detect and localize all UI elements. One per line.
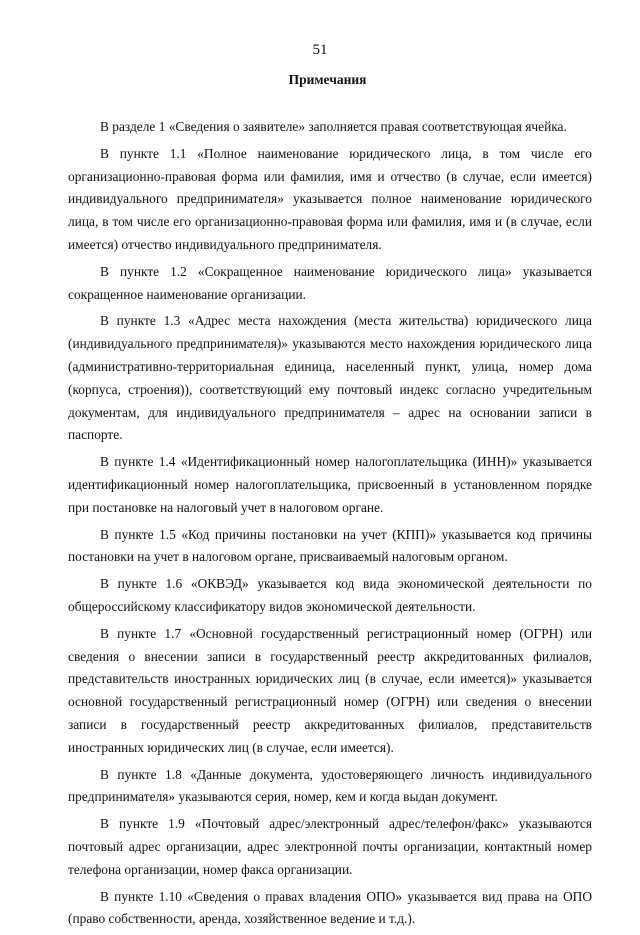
page-number: 51 bbox=[312, 42, 328, 58]
paragraph-item-1-6: В пункте 1.6 «ОКВЭД» указывается код вида экономической деятельности по общероссийскому классификатору видов экономической деятельности. bbox=[68, 576, 592, 614]
paragraph-item-1-10: В пункте 1.10 «Сведения о правах владения ОПО» указывается вид права на ОПО (право собственности, аренда, хозяйственное ведение и т.д.). bbox=[68, 888, 592, 927]
paragraph-item-1-5: В пункте 1.5 «Код причины постановки на учет (КПП)» указывается код причины постановки на учет в налоговом органе, присваиваемый налоговым органом. bbox=[68, 526, 592, 565]
notes-body bbox=[68, 116, 592, 935]
paragraph-item-1-1: В пункте 1.1 «Полное наименование юридического лица, в том числе его организационно-правовая форма или фамилия, имя и отчество (в случае, если имеется) индивидуального предпринимателя» указывается полное наименование юридического лица, в том числе его организационно-правовая форма или фамилия, имя и (в случае, если имеется) отчество индивидуального предпринимателя. bbox=[68, 145, 592, 252]
paragraph-item-1-2: В пункте 1.2 «Сокращенное наименование юридического лица» указывается сокращенное наименование организации. bbox=[68, 263, 592, 302]
paragraph-item-1-4: В пункте 1.4 «Идентификационный номер налогоплательщика (ИНН)» указывается идентификационный номер налогоплательщика, присвоенный в установленном порядке при постановке на налоговый учет в налоговом органе. bbox=[68, 454, 592, 515]
paragraph-item-1-9: В пункте 1.9 «Почтовый адрес/электронный адрес/телефон/факс» указываются почтовый адрес организации, адрес электронной почты организации, контактный номер телефона организации, номер факса организации. bbox=[68, 816, 592, 877]
section-heading: Примечания bbox=[288, 72, 367, 87]
paragraph-item-1-8: В пункте 1.8 «Данные документа, удостоверяющего личность индивидуального предпринимателя» указываются серия, номер, кем и когда выдан документ. bbox=[68, 766, 592, 805]
paragraph-section-1: В разделе 1 «Сведения о заявителе» заполняется правая соответствующая ячейка. bbox=[100, 119, 567, 134]
paragraph-item-1-7: В пункте 1.7 «Основной государственный регистрационный номер (ОГРН) или сведения о внесении записи в государственный реестр аккредитованных филиалов, представительств иностранных юридических лиц (в случае, если имеется)» указывается основной государственный регистрационный номер (ОГРН) или сведения о внесении записи в государственный реестр аккредитованных филиалов, представительств иностранных юридических лиц (в случае, если имеется). bbox=[68, 625, 592, 755]
paragraph-item-1-3: В пункте 1.3 «Адрес места нахождения (места жительства) юридического лица (индивидуального предпринимателя)» указываются место нахождения юридического лица (административно-территориальная единица, населенный пункт, улица, номер дома (корпуса, строения)), соответствующий ему почтовый индекс согласно учредительным документам, для индивидуального предпринимателя – адрес на основании записи в паспорте. bbox=[68, 313, 592, 443]
